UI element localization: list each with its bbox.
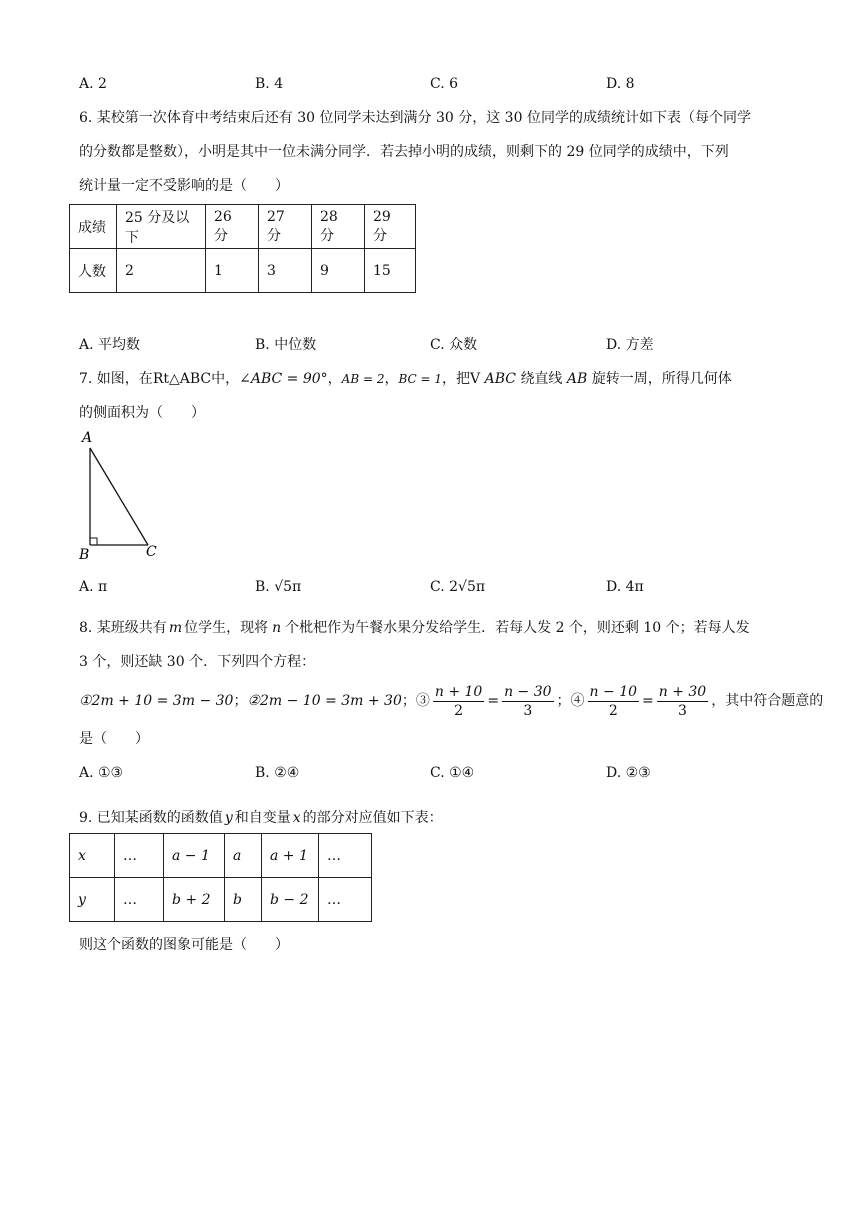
q6-option-a: A. 平均数: [79, 337, 141, 353]
q8-eq3-right: [502, 683, 553, 720]
q8-text: 个枇杷作为午餐水果分发给学生．若每人发 2 个，则还剩 10 个；若每人发: [285, 620, 750, 636]
denominator: 2: [608, 702, 618, 719]
equals-sign: =: [642, 693, 654, 709]
table-cell: a + 1: [262, 834, 319, 878]
q6-text-line3: 统计量一定不受影响的是（ ）: [79, 178, 289, 194]
table-cell: y: [70, 878, 115, 922]
q6-option-c: C. 众数: [430, 337, 478, 353]
q9-var-x: x: [292, 810, 301, 826]
q5-option-d: D. 8: [606, 76, 635, 92]
q7-axis: AB: [566, 371, 588, 387]
q8-text: 8. 某班级共有: [79, 620, 167, 636]
table-cell: 人数: [70, 249, 117, 293]
table-cell: a: [225, 834, 262, 878]
table-cell: 26 分: [206, 205, 259, 249]
q9-var-y: y: [224, 810, 233, 826]
q8-text-line2: 3 个，则还缺 30 个．下列四个方程：: [79, 654, 316, 670]
table-row: [70, 205, 416, 249]
table-cell: …: [319, 878, 372, 922]
table-cell: b: [225, 878, 262, 922]
q7-bc: BC = 1: [398, 372, 443, 386]
table-cell: b + 2: [164, 878, 225, 922]
q5-option-a: A. 2: [79, 76, 107, 92]
vertex-label-a: A: [82, 430, 93, 446]
q7-text: ，: [384, 371, 399, 387]
q7-ab: AB = 2: [341, 372, 385, 386]
numerator: n − 10: [589, 683, 638, 700]
q7-text: ，把V: [442, 371, 481, 387]
q7-triangle-figure: [76, 428, 166, 564]
q8-sep: ；③: [401, 693, 430, 709]
q8-option-d: D. ②③: [606, 765, 651, 781]
q8-sep: ；④: [556, 693, 585, 709]
q7-angle: ∠ABC = 90°: [239, 371, 328, 387]
q7-option-d: D. 4π: [606, 579, 644, 595]
table-cell: b − 2: [262, 878, 319, 922]
denominator: 3: [523, 702, 533, 719]
vertex-label-c: C: [146, 544, 157, 560]
q6-option-b: B. 中位数: [255, 337, 317, 353]
q8-eq2: ②2m − 10 = 3m + 30: [247, 693, 402, 709]
q6-score-table: [69, 204, 416, 293]
table-cell: …: [115, 834, 164, 878]
table-cell: 3: [259, 249, 312, 293]
table-cell: 29 分: [365, 205, 416, 249]
q7-text: 绕直线: [520, 371, 563, 387]
q7-abc: ABC: [484, 371, 516, 387]
q8-text-line4: 是（ ）: [79, 731, 149, 747]
q8-var-n: n: [272, 620, 282, 636]
q9-text-line1: [79, 808, 443, 828]
table-cell: …: [115, 878, 164, 922]
q7-option-a: A. π: [79, 579, 108, 595]
q7-text: 旋转一周，所得几何体: [591, 371, 732, 387]
table-cell: 2: [117, 249, 206, 293]
q6-text-line2: 的分数都是整数），小明是其中一位未满分同学．若去掉小明的成绩，则剩下的 29 位同学的成绩中，下列: [79, 144, 729, 160]
table-cell: x: [70, 834, 115, 878]
q9-text: 的部分对应值如下表：: [302, 810, 443, 826]
table-cell: a − 1: [164, 834, 225, 878]
q8-eq4-right: [657, 683, 708, 720]
table-cell: 25 分及以下: [117, 205, 206, 249]
equals-sign: =: [487, 693, 500, 709]
q8-equations: [79, 682, 823, 720]
q9-text: 9. 已知某函数的函数值: [79, 810, 223, 826]
q6-text-line1: 6. 某校第一次体育中考结束后还有 30 位同学未达到满分 30 分，这 30 位同学的成绩统计如下表（每个同学: [79, 110, 751, 126]
q6-option-d: D. 方差: [606, 337, 654, 353]
q7-text-line2: 的侧面积为（ ）: [79, 405, 205, 421]
vertex-label-b: B: [79, 547, 90, 563]
numerator: n + 30: [658, 683, 707, 700]
numerator: n − 30: [504, 683, 552, 700]
q5-option-c: C. 6: [430, 76, 459, 92]
table-cell: 成绩: [70, 205, 117, 249]
q7-option-c: C. 2√5π: [430, 579, 486, 595]
q7-text: 7. 如图，在: [79, 371, 153, 387]
q9-text-line2: 则这个函数的图象可能是（ ）: [79, 937, 289, 953]
table-cell: …: [319, 834, 372, 878]
q9-text: 和自变量: [234, 810, 291, 826]
q8-option-b: B. ②④: [255, 765, 300, 781]
q8-option-c: C. ①④: [430, 765, 475, 781]
table-row: [70, 878, 372, 922]
q9-value-table: [69, 833, 372, 922]
table-row: [70, 249, 416, 293]
q8-option-a: A. ①③: [79, 765, 124, 781]
q7-triangle-name: Rt△ABC: [152, 371, 212, 387]
table-cell: 1: [206, 249, 259, 293]
q5-option-b: B. 4: [255, 76, 284, 92]
q8-text: 位学生，现将: [184, 620, 269, 636]
q8-text: ，其中符合题意的: [711, 693, 824, 709]
denominator: 3: [678, 702, 687, 719]
q8-text-line1: [79, 618, 750, 638]
q7-text: 中，: [211, 371, 240, 387]
table-cell: 9: [312, 249, 365, 293]
numerator: n + 10: [434, 683, 483, 700]
q7-text-line1: [79, 369, 732, 389]
denominator: 2: [454, 702, 464, 719]
q8-eq3-left: [433, 683, 484, 720]
table-cell: 28 分: [312, 205, 365, 249]
q7-option-b: B. √5π: [255, 579, 302, 595]
q8-sep: ；: [233, 693, 248, 709]
q8-eq4-left: [588, 683, 639, 720]
q8-var-m: m: [168, 620, 183, 636]
table-cell: 27 分: [259, 205, 312, 249]
q8-eq1: ①2m + 10 = 3m − 30: [79, 693, 234, 709]
table-cell: 15: [365, 249, 416, 293]
table-row: [70, 834, 372, 878]
q7-text: ，: [327, 371, 342, 387]
